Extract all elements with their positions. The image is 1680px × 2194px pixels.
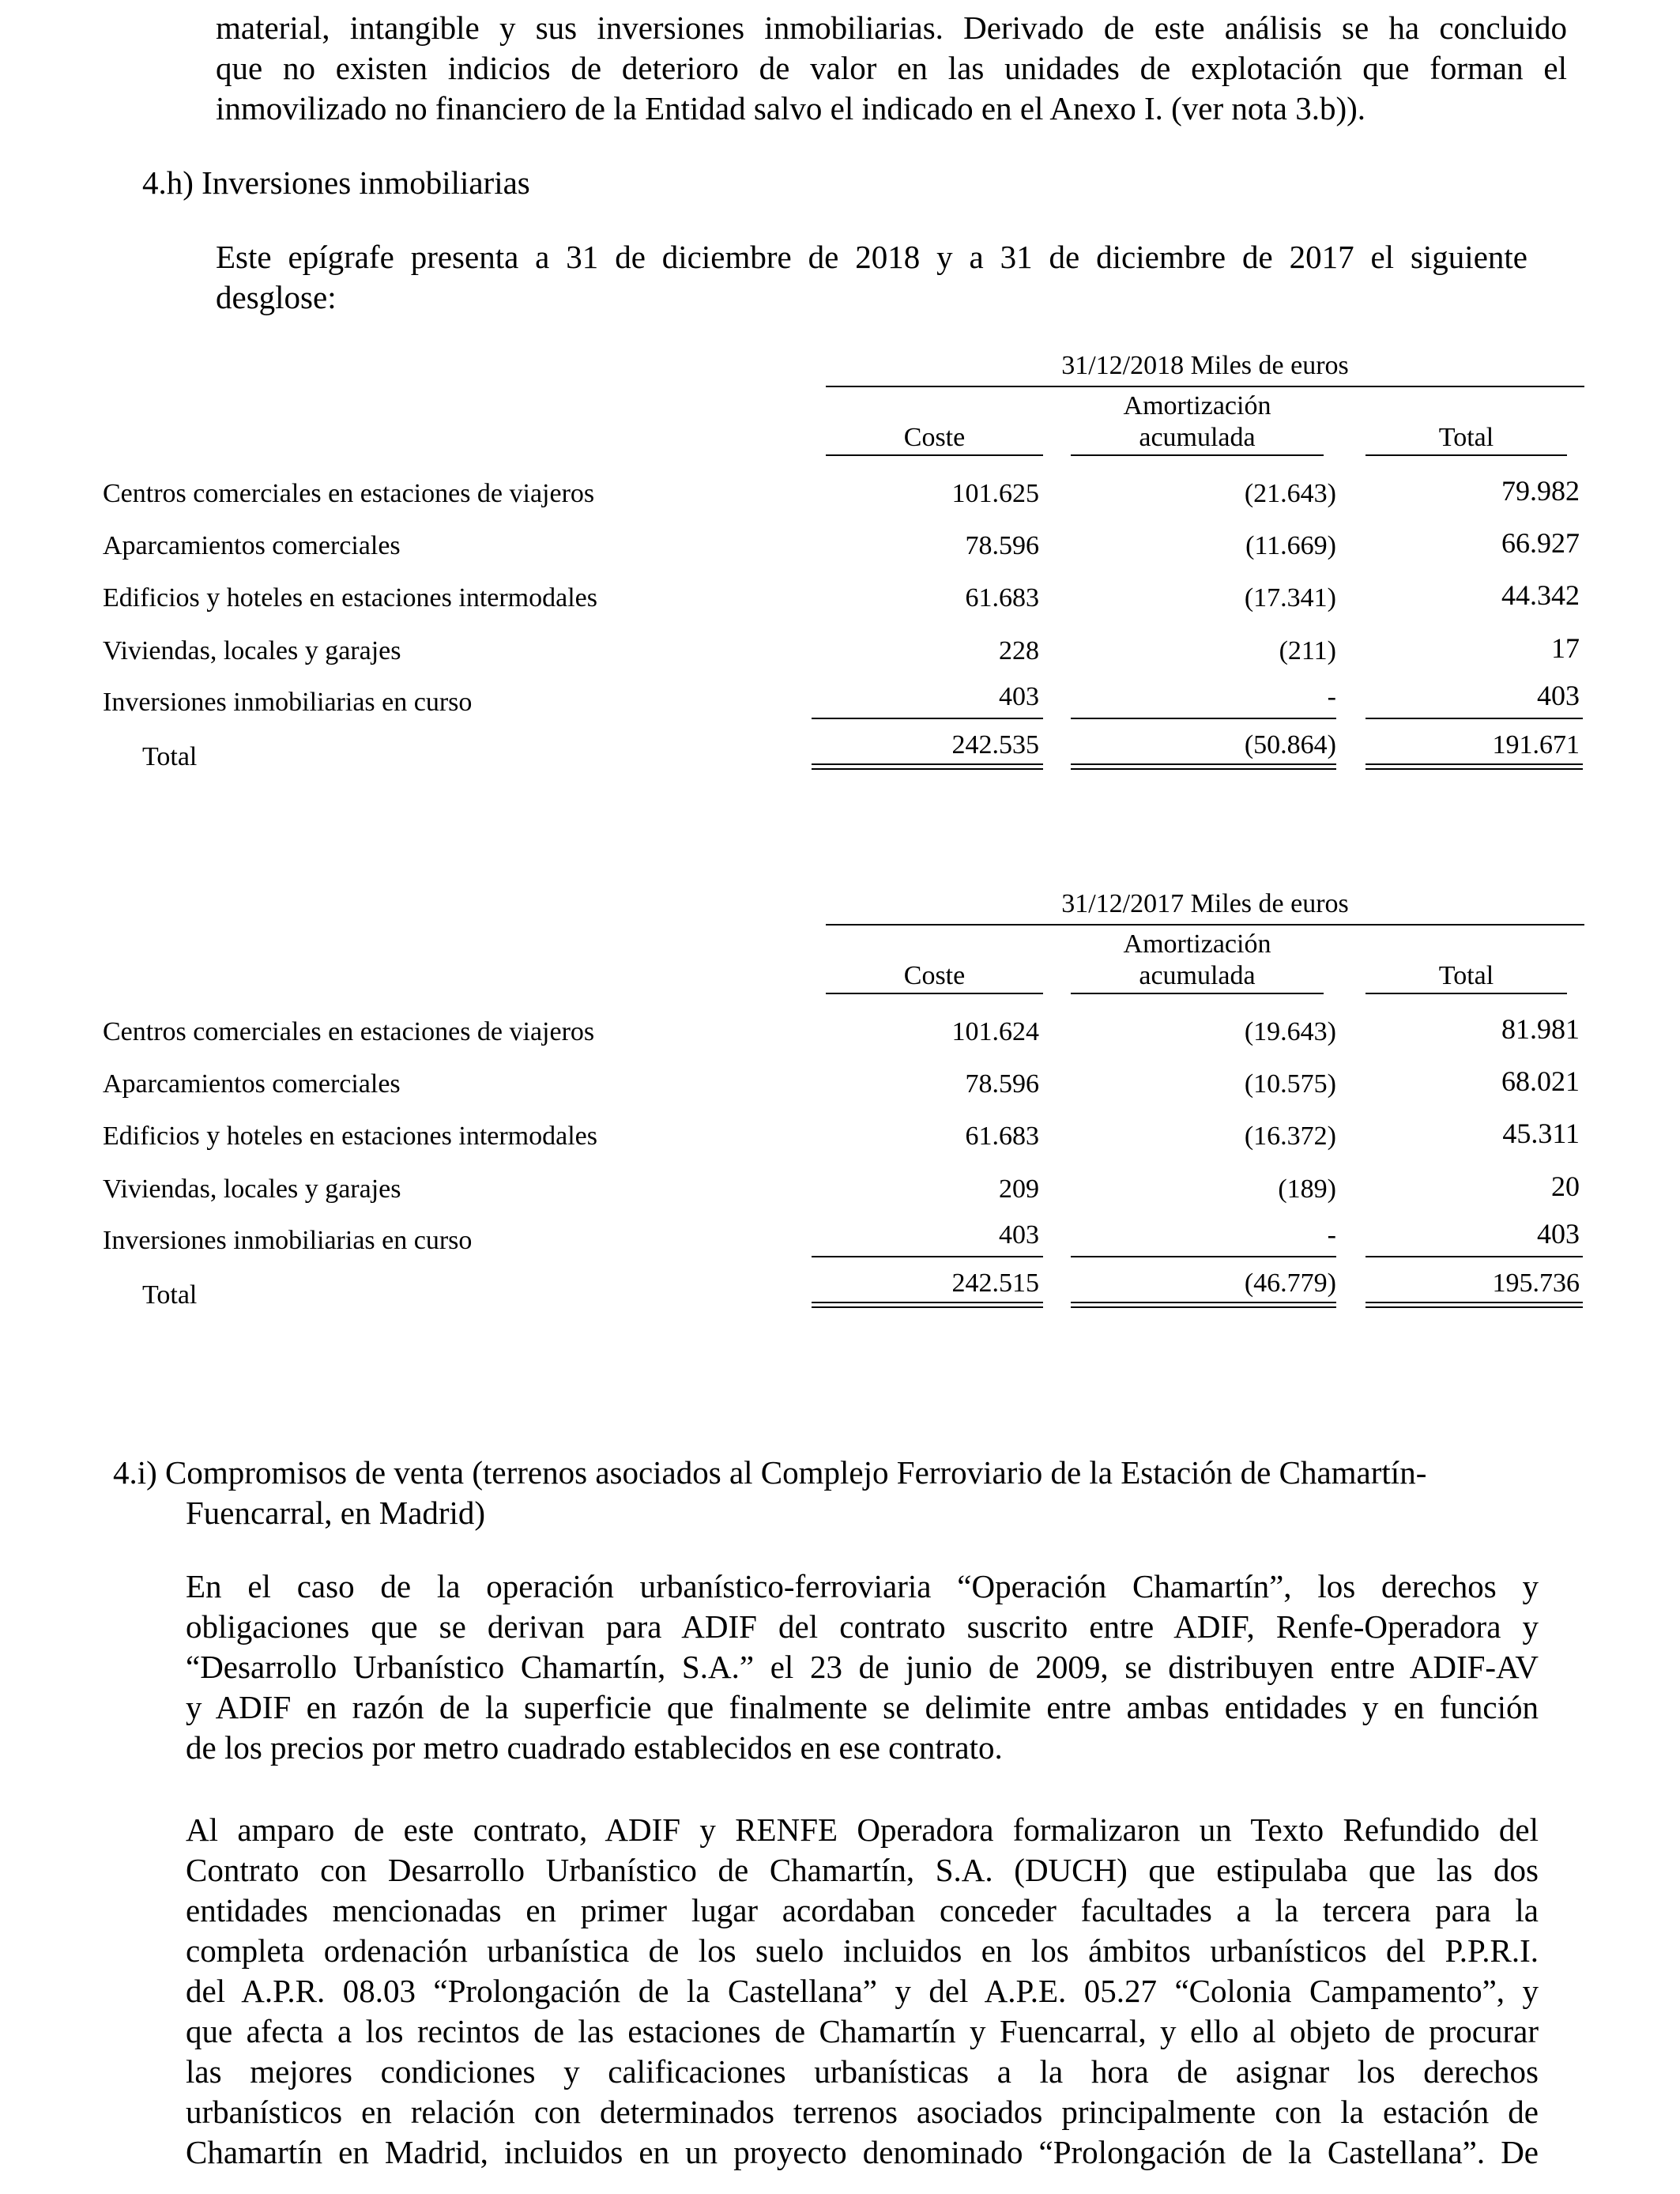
row-coste: 61.683 (965, 1122, 1039, 1151)
row-label: Inversiones inmobiliarias en curso (103, 688, 473, 717)
total-amort: (46.779) (1244, 1269, 1336, 1298)
row-amort: (10.575) (1244, 1069, 1336, 1099)
paragraph-line: entidades mencionadas en primer lugar acordaban conceder facultades a la tercera para la (186, 1892, 1539, 1928)
subtotal-rule (1365, 1256, 1583, 1257)
row-coste: 61.683 (965, 583, 1039, 613)
paragraph-line: Al amparo de este contrato, ADIF y RENFE Operadora formalizaron un Texto Refundido del (186, 1811, 1539, 1848)
row-label: Viviendas, locales y garajes (103, 1174, 401, 1204)
row-total: 79.982 (1501, 475, 1580, 507)
paragraph-line: urbanísticos en relación con determinados terrenos asociados principalmente con la estación de (186, 2094, 1539, 2130)
paragraph-line: obligaciones que se derivan para ADIF del contrato suscrito entre ADIF, Renfe-Operadora y (186, 1608, 1539, 1645)
section-i-paragraph-1 (186, 1566, 1539, 1768)
col-amort-header-1: Amortización (1123, 391, 1271, 420)
row-coste: 403 (999, 682, 1039, 711)
paragraph-line: completa ordenación urbanística de los suelo incluidos en los ámbitos urbanísticos del P.P.R.I. (186, 1932, 1539, 1969)
subtotal-rule (1071, 1256, 1336, 1257)
row-amort: (16.372) (1244, 1122, 1336, 1151)
total-double-rule (812, 1302, 1043, 1308)
row-amort: (21.643) (1244, 479, 1336, 508)
row-label: Edificios y hoteles en estaciones intermodales (103, 583, 597, 613)
total-double-rule (812, 763, 1043, 770)
total-total: 195.736 (1492, 1269, 1580, 1298)
row-amort: - (1327, 1220, 1336, 1250)
paragraph-line: Contrato con Desarrollo Urbanístico de Chamartín, S.A. (DUCH) que estipulaba que las dos (186, 1852, 1539, 1888)
subtotal-rule (1071, 718, 1336, 719)
section-h-heading: 4.h) Inversiones inmobiliarias (142, 164, 530, 201)
row-label: Aparcamientos comerciales (103, 531, 401, 560)
row-label: Inversiones inmobiliarias en curso (103, 1226, 473, 1255)
total-double-rule (1365, 1302, 1583, 1308)
row-label: Centros comerciales en estaciones de viajeros (103, 1017, 595, 1046)
paragraph-line: las mejores condiciones y calificaciones urbanísticas a la hora de asignar los derechos (186, 2053, 1539, 2090)
column-rule (1071, 454, 1324, 456)
paragraph-line: del A.P.R. 08.03 “Prolongación de la Castellana” y del A.P.E. 05.27 “Colonia Campamento”, y (186, 1973, 1539, 2009)
total-coste: 242.515 (951, 1269, 1039, 1298)
row-coste: 228 (999, 636, 1039, 665)
row-label: Edificios y hoteles en estaciones intermodales (103, 1122, 597, 1151)
header-rule (826, 924, 1584, 925)
total-label: Total (142, 1280, 198, 1310)
row-coste: 101.625 (951, 479, 1039, 508)
section-h-line: desglose: (216, 279, 337, 315)
subtotal-rule (812, 1256, 1043, 1257)
col-total-header: Total (1438, 961, 1494, 990)
total-coste: 242.535 (951, 730, 1039, 760)
row-amort: (189) (1278, 1174, 1336, 1204)
column-rule (826, 993, 1043, 994)
paragraph-line: Chamartín en Madrid, incluidos en un proyecto denominado “Prolongación de la Castellana”. De (186, 2134, 1539, 2170)
column-rule (1071, 993, 1324, 994)
period-header: 31/12/2018 Miles de euros (1061, 351, 1349, 380)
row-amort: (19.643) (1244, 1017, 1336, 1046)
row-total: 66.927 (1501, 527, 1580, 559)
intro-line: inmovilizado no financiero de la Entidad salvo el indicado en el Anexo I. (ver nota 3.b)). (216, 90, 1366, 126)
section-i-paragraph-2 (186, 1810, 1539, 2173)
row-coste: 78.596 (965, 531, 1039, 560)
row-amort: - (1327, 682, 1336, 711)
intro-line: que no existen indicios de deterioro de valor en las unidades de explotación que forman el (216, 50, 1567, 86)
header-rule (826, 386, 1584, 387)
subtotal-rule (1365, 718, 1583, 719)
section-i-heading-cont: Fuencarral, en Madrid) (186, 1495, 486, 1531)
total-double-rule (1071, 1302, 1336, 1308)
row-coste: 78.596 (965, 1069, 1039, 1099)
row-coste: 403 (999, 1220, 1039, 1250)
row-amort: (11.669) (1245, 531, 1336, 560)
subtotal-rule (812, 718, 1043, 719)
row-total: 403 (1537, 680, 1580, 711)
paragraph-line: de los precios por metro cuadrado establecidos en ese contrato. (186, 1729, 1003, 1766)
row-total: 17 (1551, 632, 1580, 664)
section-i-heading: 4.i) Compromisos de venta (terrenos asociados al Complejo Ferroviario de la Estación de Chamartín- (113, 1454, 1427, 1491)
col-total-header: Total (1438, 423, 1494, 452)
row-total: 68.021 (1501, 1065, 1580, 1097)
total-label: Total (142, 742, 198, 771)
row-total: 20 (1551, 1171, 1580, 1202)
col-amort-header-2: acumulada (1139, 961, 1256, 990)
row-total: 81.981 (1501, 1013, 1580, 1045)
column-rule (1365, 454, 1567, 456)
row-total: 44.342 (1501, 579, 1580, 611)
total-double-rule (1071, 763, 1336, 770)
col-amort-header-2: acumulada (1139, 423, 1256, 452)
section-h-line: Este epígrafe presenta a 31 de diciembre de 2018 y a 31 de diciembre de 2017 el siguiente (216, 239, 1527, 275)
total-total: 191.671 (1492, 730, 1580, 760)
row-label: Centros comerciales en estaciones de viajeros (103, 479, 595, 508)
section-h-paragraph (216, 237, 1527, 318)
col-coste-header: Coste (903, 423, 966, 452)
row-coste: 101.624 (951, 1017, 1039, 1046)
paragraph-line: que afecta a los recintos de las estaciones de Chamartín y Fuencarral, y ello al objeto de procurar (186, 2013, 1539, 2049)
row-amort: (211) (1279, 636, 1336, 665)
column-rule (826, 454, 1043, 456)
col-amort-header-1: Amortización (1123, 929, 1271, 959)
row-label: Viviendas, locales y garajes (103, 636, 401, 665)
total-amort: (50.864) (1244, 730, 1336, 760)
row-label: Aparcamientos comerciales (103, 1069, 401, 1099)
intro-paragraph (216, 8, 1567, 129)
total-double-rule (1365, 763, 1583, 770)
row-total: 45.311 (1502, 1118, 1580, 1149)
row-amort: (17.341) (1244, 583, 1336, 613)
paragraph-line: “Desarrollo Urbanístico Chamartín, S.A.” el 23 de junio de 2009, se distribuyen entre ADIF-AV (186, 1649, 1539, 1685)
intro-line: material, intangible y sus inversiones inmobiliarias. Derivado de este análisis se ha concluido (216, 9, 1567, 46)
paragraph-line: y ADIF en razón de la superficie que finalmente se delimite entre ambas entidades y en función (186, 1689, 1539, 1725)
period-header: 31/12/2017 Miles de euros (1061, 889, 1349, 918)
col-coste-header: Coste (903, 961, 966, 990)
row-total: 403 (1537, 1218, 1580, 1250)
row-coste: 209 (999, 1174, 1039, 1204)
column-rule (1365, 993, 1567, 994)
paragraph-line: En el caso de la operación urbanístico-ferroviaria “Operación Chamartín”, los derechos y (186, 1568, 1539, 1604)
